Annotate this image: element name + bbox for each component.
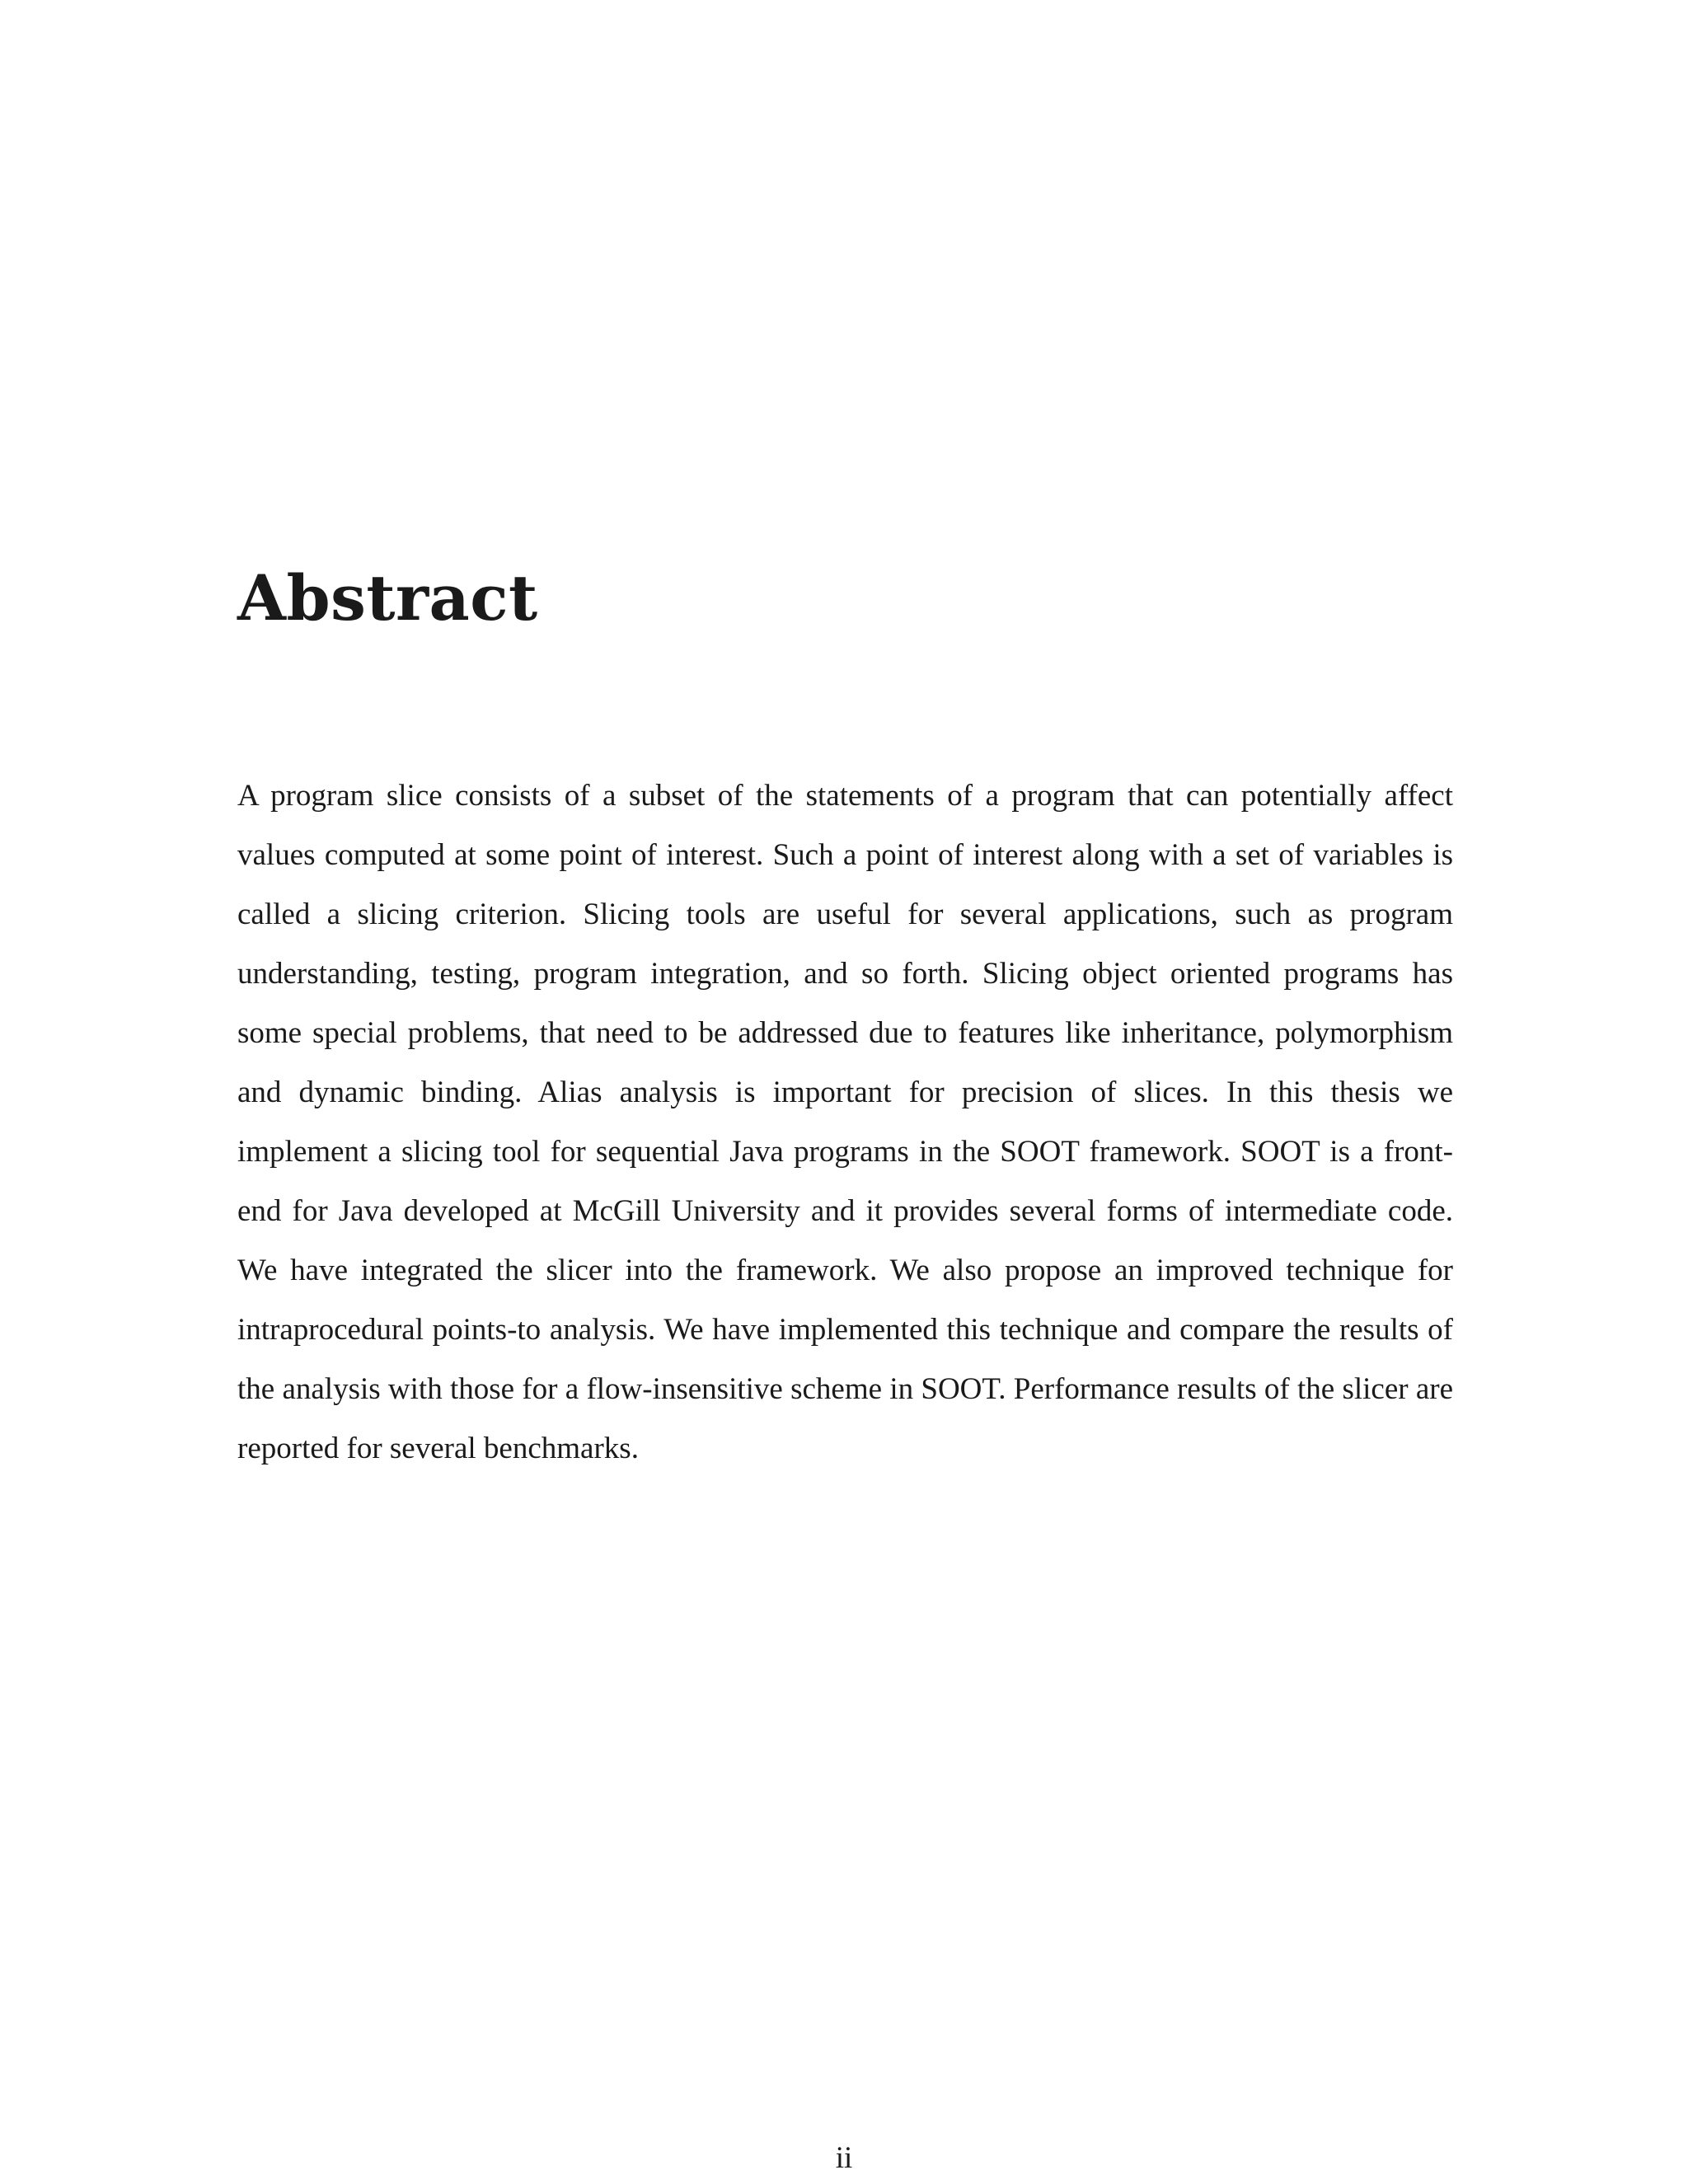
abstract-heading: Abstract — [237, 561, 538, 635]
abstract-paragraph: A program slice consists of a subset of the statements of a program that can potentially affect values computed at some point of interest. Such a point of interest along with a set of variables is called a slicing criterion. Slicing tools are useful for several applications, such as program understanding, testing, program integration, and so forth. Slicing object oriented programs has some special problems, that need to be addressed due to features like inheritance, polymorphism and dynamic binding. Alias analysis is important for precision of slices. In this thesis we implement a slicing tool for sequential Java programs in the SOOT framework. SOOT is a front-end for Java developed at McGill University and it provides several forms of intermediate code. We have integrated the slicer into the framework. We also propose an improved technique for intraprocedural points-to analysis. We have implemented this technique and compare the results of the analysis with those for a flow-insensitive scheme in SOOT. Performance results of the slicer are reported for several benchmarks. — [237, 779, 1453, 1465]
page-number: ii — [835, 2141, 853, 2175]
